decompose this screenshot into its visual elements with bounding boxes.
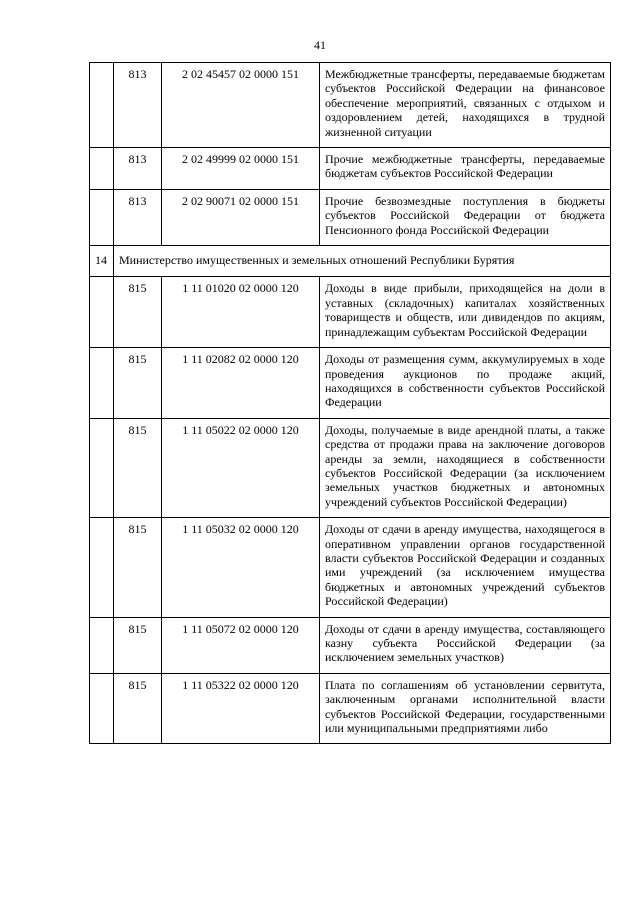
section-row (90, 246, 611, 277)
table-row (90, 63, 611, 148)
table-row (90, 518, 611, 617)
description-text: Доходы в виде прибыли, приходящейся на доли в уставных (складочных) капиталах хозяйственных товариществ и обществ, или дивидендов по акциям, принадлежащим субъектам Российской Федерации (325, 281, 605, 339)
section-title: Министерство имущественных и земельных отношений Республики Бурятия (114, 246, 611, 277)
row-number-cell (90, 277, 114, 348)
description-cell (320, 63, 611, 148)
description-text: Доходы, получаемые в виде арендной платы, а также средства от продажи права на заключение договоров аренды за земли, находящиеся в собственности субъектов Российской Федерации (за исключением земельных участков бюджетных и автономных учреждений субъектов Российской Федерации) (325, 422, 605, 509)
admin-code-cell: 815 (114, 617, 162, 673)
admin-code-cell: 815 (114, 673, 162, 744)
row-number-cell (90, 63, 114, 148)
budget-code-cell: 2 02 49999 02 0000 151 (162, 148, 320, 190)
table-row (90, 418, 611, 517)
description-text: Доходы от сдачи в аренду имущества, составляющего казну субъекта Российской Федерации (за исключением земельных участков) (325, 621, 605, 665)
admin-code-cell: 815 (114, 418, 162, 517)
budget-code-cell: 1 11 05072 02 0000 120 (162, 617, 320, 673)
description-cell (320, 189, 611, 245)
table-row (90, 148, 611, 190)
description-cell (320, 148, 611, 190)
description-cell (320, 518, 611, 617)
admin-code-cell: 813 (114, 189, 162, 245)
income-codes-table (89, 62, 611, 744)
table-row (90, 617, 611, 673)
table-row (90, 277, 611, 348)
admin-code-cell: 813 (114, 63, 162, 148)
row-number-cell (90, 673, 114, 744)
budget-code-cell: 2 02 45457 02 0000 151 (162, 63, 320, 148)
description-cell (320, 673, 611, 744)
page-number: 41 (314, 38, 326, 52)
description-cell (320, 277, 611, 348)
section-number: 14 (90, 246, 114, 277)
description-text: Прочие безвозмездные поступления в бюджеты субъектов Российской Федерации от бюджета Пенсионного фонда Российской Федерации (325, 193, 605, 237)
description-text: Доходы от сдачи в аренду имущества, находящегося в оперативном управлении органов государственной власти субъектов Российской Федерации и созданных ими учреждений (за исключением имущества бюджетных и автономных учреждений субъектов Российской Федерации) (325, 522, 605, 609)
description-text: Доходы от размещения сумм, аккумулируемых в ходе проведения аукционов по продаже акций, находящихся в собственности субъектов Российской Федерации (325, 352, 605, 410)
description-cell (320, 418, 611, 517)
description-text: Межбюджетные трансферты, передаваемые бюджетам субъектов Российской Федерации на финансовое обеспечение мероприятий, связанных с отдыхом и оздоровлением детей, находящихся в трудной жизненной ситуации (325, 67, 605, 139)
admin-code-cell: 815 (114, 518, 162, 617)
budget-code-cell: 1 11 02082 02 0000 120 (162, 348, 320, 419)
row-number-cell (90, 348, 114, 419)
budget-code-cell: 1 11 05022 02 0000 120 (162, 418, 320, 517)
row-number-cell (90, 617, 114, 673)
row-number-cell (90, 189, 114, 245)
budget-code-cell: 2 02 90071 02 0000 151 (162, 189, 320, 245)
admin-code-cell: 813 (114, 148, 162, 190)
row-number-cell (90, 418, 114, 517)
admin-code-cell: 815 (114, 348, 162, 419)
description-cell (320, 617, 611, 673)
description-text: Плата по соглашениям об установлении сервитута, заключенным органами исполнительной власти субъектов Российской Федерации, государственными или муниципальными предприятиями либо (325, 677, 605, 736)
budget-code-cell: 1 11 05032 02 0000 120 (162, 518, 320, 617)
description-cell (320, 348, 611, 419)
table-row (90, 189, 611, 245)
row-number-cell (90, 518, 114, 617)
row-number-cell (90, 148, 114, 190)
budget-code-cell: 1 11 05322 02 0000 120 (162, 673, 320, 744)
description-text: Прочие межбюджетные трансферты, передаваемые бюджетам субъектов Российской Федерации (325, 152, 605, 181)
budget-code-cell: 1 11 01020 02 0000 120 (162, 277, 320, 348)
table-row (90, 673, 611, 744)
admin-code-cell: 815 (114, 277, 162, 348)
table-row (90, 348, 611, 419)
